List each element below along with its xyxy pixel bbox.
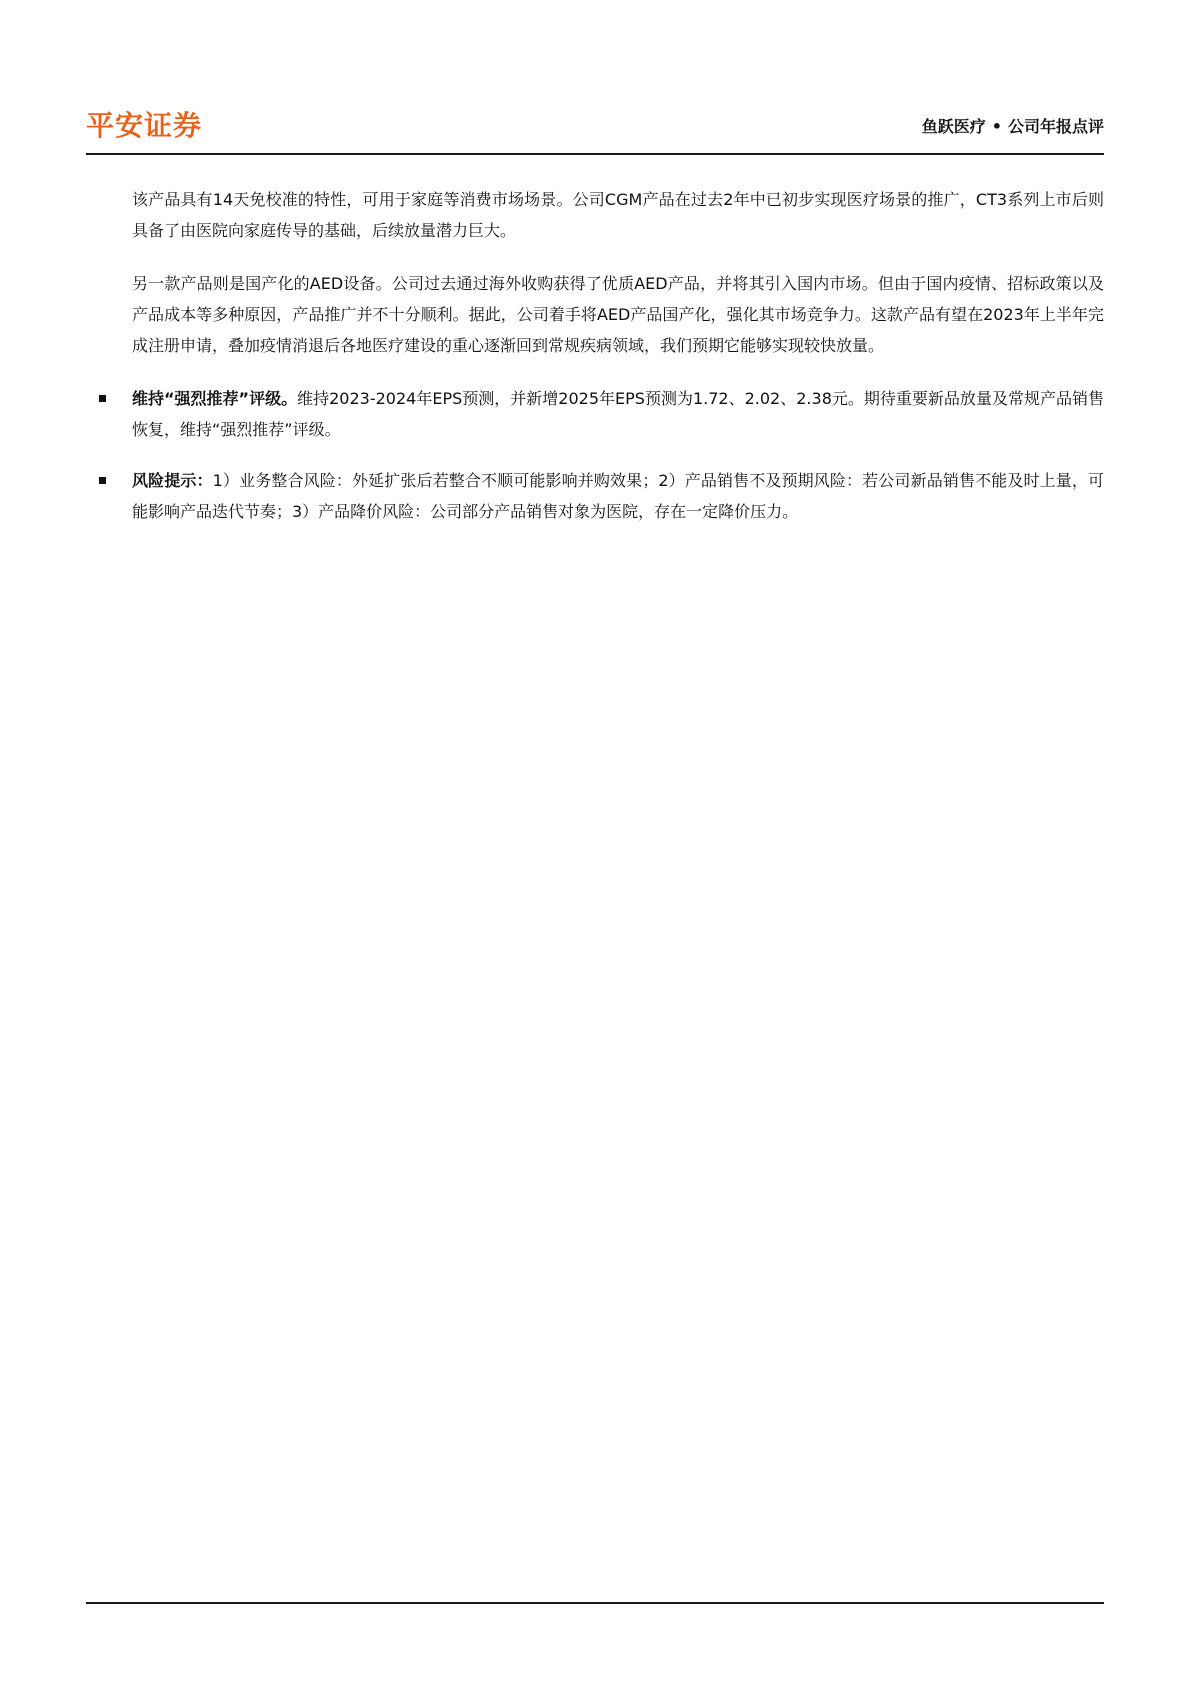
- header-divider: [86, 153, 1104, 155]
- rating-bullet: [86, 383, 1104, 445]
- body-paragraph: 该产品具有14天免校准的特性，可用于家庭等消费市场场景。公司CGM产品在过去2年中已初步实现医疗场景的推广，CT3系列上市后则具备了由医院向家庭传导的基础，后续放量潜力巨大。: [132, 190, 1104, 240]
- footer-divider: [86, 1602, 1104, 1604]
- brand-logo: 平安证券: [86, 109, 203, 142]
- bullet-title: 风险提示：: [132, 471, 213, 490]
- report-tag: [922, 116, 1104, 138]
- report-type: 公司年报点评: [1007, 117, 1104, 136]
- risk-bullet: [86, 465, 1104, 527]
- body-paragraph: 另一款产品则是国产化的AED设备。公司过去通过海外收购获得了优质AED产品，并将其引入国内市场。但由于国内疫情、招标政策以及产品成本等多种原因，产品推广并不十分顺利。据此，公司着手将AED产品国产化，强化其市场竞争力。这款产品有望在2023年上半年完成注册申请，叠加疫情消退后各地医疗建设的重心逐渐回到常规疾病领域，我们预期它能够实现较快放量。: [132, 274, 1104, 355]
- bullet-square-icon: [99, 477, 106, 484]
- bullet-text: 1）业务整合风险：外延扩张后若整合不顺可能影响并购效果；2）产品销售不及预期风险：若公司新品销售不能及时上量，可能影响产品迭代节奏；3）产品降价风险：公司部分产品销售对象为医院，存在一定降价压力。: [132, 471, 1104, 521]
- tag-separator: •: [991, 117, 1002, 136]
- page-header: [86, 106, 1104, 154]
- bullet-text: 维持2023-2024年EPS预测，并新增2025年EPS预测为1.72、2.02、2.38元。期待重要新品放量及常规产品销售恢复，维持“强烈推荐”评级。: [132, 389, 1104, 439]
- company-name: 鱼跃医疗: [921, 117, 986, 136]
- report-body: [86, 184, 1104, 547]
- bullet-square-icon: [99, 395, 106, 402]
- bullet-title: 维持“强烈推荐”评级。: [132, 389, 298, 408]
